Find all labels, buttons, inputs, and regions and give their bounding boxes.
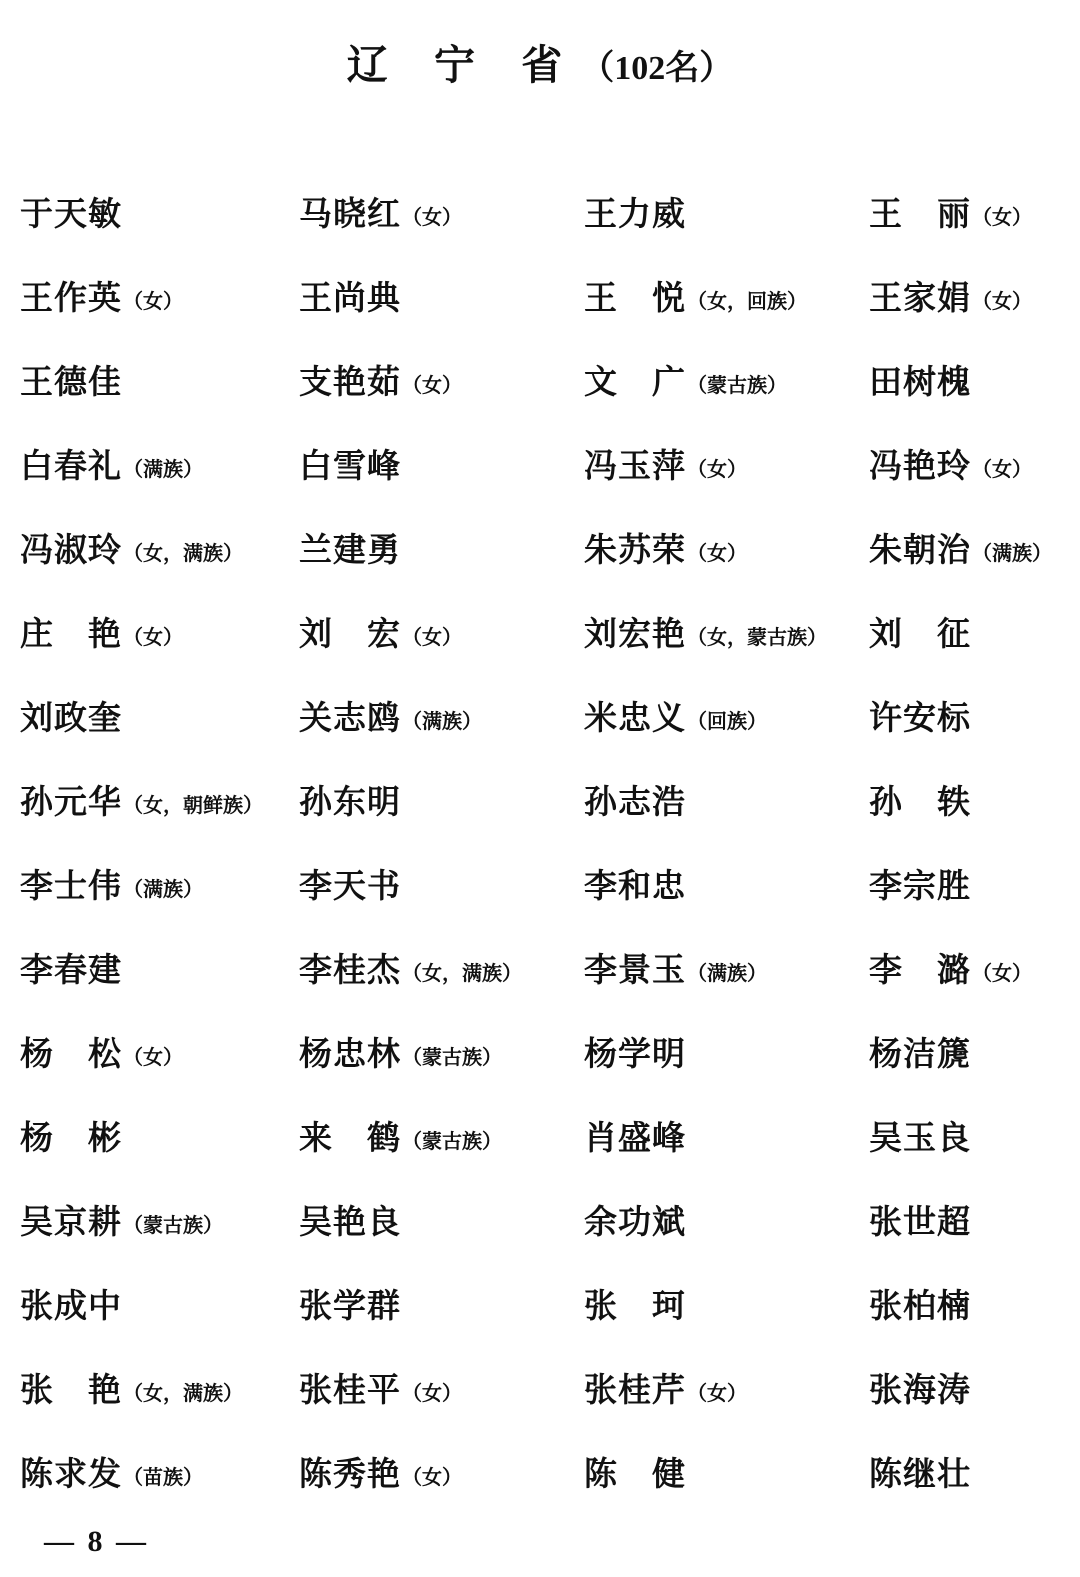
- delegate-name: 李和忠: [584, 868, 686, 905]
- delegate-attribute: （女，蒙古族）: [687, 626, 827, 649]
- delegate-name: 刘 宏: [299, 616, 401, 653]
- delegate-attribute: （女）: [402, 206, 462, 229]
- list-item: [299, 673, 584, 757]
- list-item: [584, 1093, 869, 1177]
- list-item: [584, 505, 869, 589]
- delegate-name: 马晓红: [299, 196, 401, 233]
- list-item: [14, 1177, 299, 1261]
- delegate-name: 冯艳玲: [869, 448, 971, 485]
- page-title-count: （102名）: [580, 50, 734, 87]
- list-item: [584, 841, 869, 925]
- delegate-name: 文 广: [584, 364, 686, 401]
- delegate-name: 王德佳: [20, 364, 122, 401]
- delegate-name: 王家娟: [869, 280, 971, 317]
- delegate-name: 张桂平: [299, 1372, 401, 1409]
- delegate-attribute: （女）: [123, 290, 183, 313]
- delegate-name: 孙志浩: [584, 784, 686, 821]
- list-item: [584, 1345, 869, 1429]
- delegate-name: 来 鹤: [299, 1120, 401, 1157]
- page-title-province: 辽 宁 省: [346, 42, 581, 88]
- delegate-name: 田树槐: [869, 364, 971, 401]
- delegate-name: 朱朝治: [869, 532, 971, 569]
- delegate-name: 李宗胜: [869, 868, 971, 905]
- delegate-name: 冯淑玲: [20, 532, 122, 569]
- delegate-name: 王尚典: [299, 280, 401, 317]
- list-item: [299, 1429, 584, 1513]
- delegate-name: 刘政奎: [20, 700, 122, 737]
- delegate-name: 杨学明: [584, 1036, 686, 1073]
- page-number: — 8 —: [44, 1525, 149, 1558]
- delegate-attribute: （女）: [972, 962, 1032, 985]
- list-item: [14, 253, 299, 337]
- delegate-name: 支艳茹: [299, 364, 401, 401]
- delegate-attribute: （满族）: [972, 542, 1052, 565]
- delegate-name: 杨洁篪: [869, 1036, 971, 1073]
- delegate-name: 兰建勇: [299, 532, 401, 569]
- delegate-attribute: （回族）: [687, 710, 767, 733]
- list-item: [299, 589, 584, 673]
- delegate-name: 王作英: [20, 280, 122, 317]
- list-item: [869, 925, 1066, 1009]
- list-item: [869, 337, 1066, 421]
- delegate-attribute: （蒙古族）: [687, 374, 787, 397]
- delegate-name: 余功斌: [584, 1204, 686, 1241]
- list-item: [584, 673, 869, 757]
- list-item: [584, 925, 869, 1009]
- list-item: [14, 589, 299, 673]
- delegate-name: 白春礼: [20, 448, 122, 485]
- delegate-name: 吴京耕: [20, 1204, 122, 1241]
- page-title: [0, 0, 1080, 91]
- list-item: [14, 1261, 299, 1345]
- list-item: [869, 253, 1066, 337]
- list-item: [14, 337, 299, 421]
- delegate-attribute: （女）: [123, 1046, 183, 1069]
- list-item: [14, 841, 299, 925]
- list-item: [869, 673, 1066, 757]
- list-item: [869, 1261, 1066, 1345]
- list-item: [14, 1429, 299, 1513]
- delegate-name: 朱苏荣: [584, 532, 686, 569]
- list-item: [584, 253, 869, 337]
- list-item: [869, 589, 1066, 673]
- list-item: [299, 1345, 584, 1429]
- delegate-name: 孙 轶: [869, 784, 971, 821]
- list-item: [299, 337, 584, 421]
- delegate-name-grid: [0, 169, 1080, 1513]
- delegate-name: 张桂芹: [584, 1372, 686, 1409]
- delegate-attribute: （女）: [972, 206, 1032, 229]
- list-item: [299, 1177, 584, 1261]
- list-item: [14, 1093, 299, 1177]
- list-item: [869, 169, 1066, 253]
- list-item: [299, 253, 584, 337]
- delegate-attribute: （女，满族）: [123, 542, 243, 565]
- delegate-name: 刘 征: [869, 616, 971, 653]
- list-item: [869, 1093, 1066, 1177]
- list-item: [14, 1345, 299, 1429]
- delegate-attribute: （女）: [402, 374, 462, 397]
- list-item: [299, 757, 584, 841]
- delegate-attribute: （女）: [123, 626, 183, 649]
- delegate-attribute: （满族）: [402, 710, 482, 733]
- list-item: [584, 169, 869, 253]
- delegate-attribute: （女，回族）: [687, 290, 807, 313]
- list-item: [299, 505, 584, 589]
- delegate-attribute: （女）: [687, 458, 747, 481]
- delegate-name: 陈 健: [584, 1456, 686, 1493]
- delegate-name: 吴玉良: [869, 1120, 971, 1157]
- delegate-name: 张 艳: [20, 1372, 122, 1409]
- delegate-attribute: （女）: [402, 1466, 462, 1489]
- list-item: [14, 505, 299, 589]
- list-item: [299, 1093, 584, 1177]
- delegate-name: 米忠义: [584, 700, 686, 737]
- list-item: [869, 1009, 1066, 1093]
- list-item: [584, 1177, 869, 1261]
- list-item: [869, 421, 1066, 505]
- delegate-name: 杨 彬: [20, 1120, 122, 1157]
- delegate-name: 刘宏艳: [584, 616, 686, 653]
- list-item: [14, 673, 299, 757]
- list-item: [299, 421, 584, 505]
- delegate-name: 庄 艳: [20, 616, 122, 653]
- delegate-attribute: （蒙古族）: [402, 1046, 502, 1069]
- delegate-name: 李景玉: [584, 952, 686, 989]
- delegate-attribute: （女）: [687, 1382, 747, 1405]
- delegate-name: 冯玉萍: [584, 448, 686, 485]
- delegate-name: 王 丽: [869, 196, 971, 233]
- delegate-name: 张 珂: [584, 1288, 686, 1325]
- delegate-attribute: （女，满族）: [402, 962, 522, 985]
- delegate-name: 王力威: [584, 196, 686, 233]
- delegate-name: 杨 松: [20, 1036, 122, 1073]
- delegate-attribute: （蒙古族）: [123, 1214, 223, 1237]
- delegate-name: 张海涛: [869, 1372, 971, 1409]
- list-item: [299, 1261, 584, 1345]
- list-item: [869, 1177, 1066, 1261]
- list-item: [299, 169, 584, 253]
- list-item: [584, 1009, 869, 1093]
- list-item: [299, 1009, 584, 1093]
- delegate-name: 孙元华: [20, 784, 122, 821]
- delegate-name: 吴艳良: [299, 1204, 401, 1241]
- delegate-attribute: （满族）: [123, 458, 203, 481]
- delegate-name: 陈求发: [20, 1456, 122, 1493]
- list-item: [584, 589, 869, 673]
- delegate-attribute: （苗族）: [123, 1466, 203, 1489]
- delegate-attribute: （女）: [687, 542, 747, 565]
- delegate-name: 陈秀艳: [299, 1456, 401, 1493]
- list-item: [14, 421, 299, 505]
- list-item: [584, 337, 869, 421]
- delegate-name: 张成中: [20, 1288, 122, 1325]
- delegate-name: 李士伟: [20, 868, 122, 905]
- delegate-name: 张学群: [299, 1288, 401, 1325]
- delegate-attribute: （女，满族）: [123, 1382, 243, 1405]
- delegate-attribute: （女，朝鲜族）: [123, 794, 263, 817]
- list-item: [869, 505, 1066, 589]
- list-item: [299, 841, 584, 925]
- list-item: [869, 1429, 1066, 1513]
- delegate-name: 张柏楠: [869, 1288, 971, 1325]
- delegate-attribute: （满族）: [687, 962, 767, 985]
- delegate-name: 王 悦: [584, 280, 686, 317]
- list-item: [299, 925, 584, 1009]
- delegate-name: 杨忠林: [299, 1036, 401, 1073]
- list-item: [584, 1429, 869, 1513]
- delegate-attribute: （女）: [402, 1382, 462, 1405]
- delegate-attribute: （女）: [972, 458, 1032, 481]
- list-item: [584, 421, 869, 505]
- delegate-name: 肖盛峰: [584, 1120, 686, 1157]
- list-item: [14, 757, 299, 841]
- list-item: [584, 757, 869, 841]
- delegate-name: 李春建: [20, 952, 122, 989]
- delegate-name: 孙东明: [299, 784, 401, 821]
- delegate-name: 白雪峰: [299, 448, 401, 485]
- list-item: [869, 757, 1066, 841]
- delegate-name: 张世超: [869, 1204, 971, 1241]
- delegate-name: 李天书: [299, 868, 401, 905]
- delegate-attribute: （满族）: [123, 878, 203, 901]
- list-item: [14, 925, 299, 1009]
- delegate-attribute: （女）: [972, 290, 1032, 313]
- delegate-name: 李 潞: [869, 952, 971, 989]
- list-item: [14, 1009, 299, 1093]
- delegate-attribute: （蒙古族）: [402, 1130, 502, 1153]
- list-item: [869, 1345, 1066, 1429]
- list-item: [584, 1261, 869, 1345]
- delegate-name: 陈继壮: [869, 1456, 971, 1493]
- delegate-attribute: （女）: [402, 626, 462, 649]
- list-item: [869, 841, 1066, 925]
- delegate-name: 许安标: [869, 700, 971, 737]
- list-item: [14, 169, 299, 253]
- delegate-name: 李桂杰: [299, 952, 401, 989]
- delegate-name: 关志鸥: [299, 700, 401, 737]
- delegate-name: 于天敏: [20, 196, 122, 233]
